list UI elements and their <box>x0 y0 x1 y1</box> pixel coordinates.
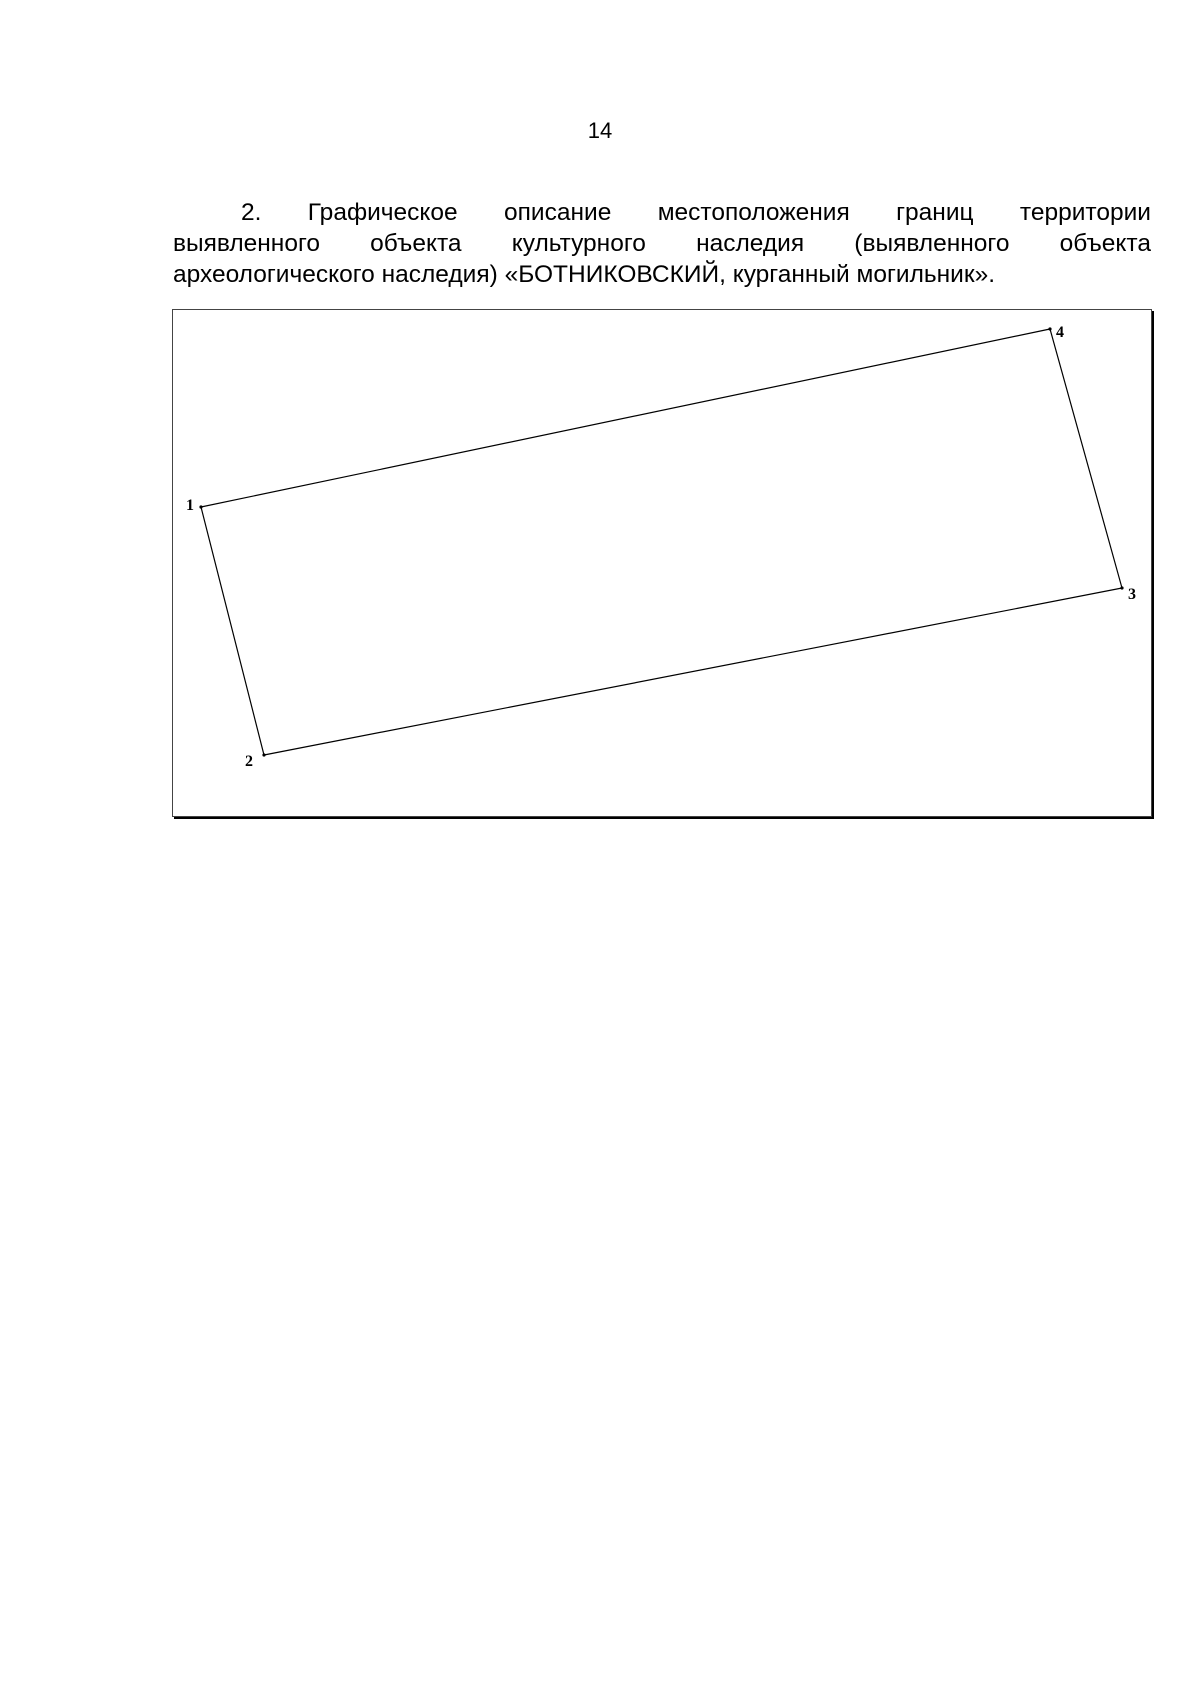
boundary-plan-frame <box>172 309 1152 817</box>
section-heading <box>173 197 1151 290</box>
vertex-label-3: 3 <box>1128 586 1136 603</box>
heading-line-2: выявленного объекта культурного наследия (выявленного объекта <box>173 230 1151 257</box>
vertex-marker-2 <box>262 753 265 756</box>
vertex-label-4: 4 <box>1056 324 1064 341</box>
vertex-label-1: 1 <box>186 497 194 514</box>
boundary-plan <box>173 310 1151 816</box>
vertex-label-2: 2 <box>245 753 253 770</box>
page-number: 14 <box>587 118 613 143</box>
vertex-marker-1 <box>199 505 202 508</box>
heading-line-3: археологического наследия) «БОТНИКОВСКИЙ, курганный могильник». <box>173 261 996 288</box>
vertex-marker-4 <box>1048 327 1051 330</box>
vertex-marker-3 <box>1120 586 1123 589</box>
boundary-polygon <box>201 329 1122 755</box>
heading-line-1: 2. Графическое описание местоположения границ территории <box>241 199 1151 226</box>
